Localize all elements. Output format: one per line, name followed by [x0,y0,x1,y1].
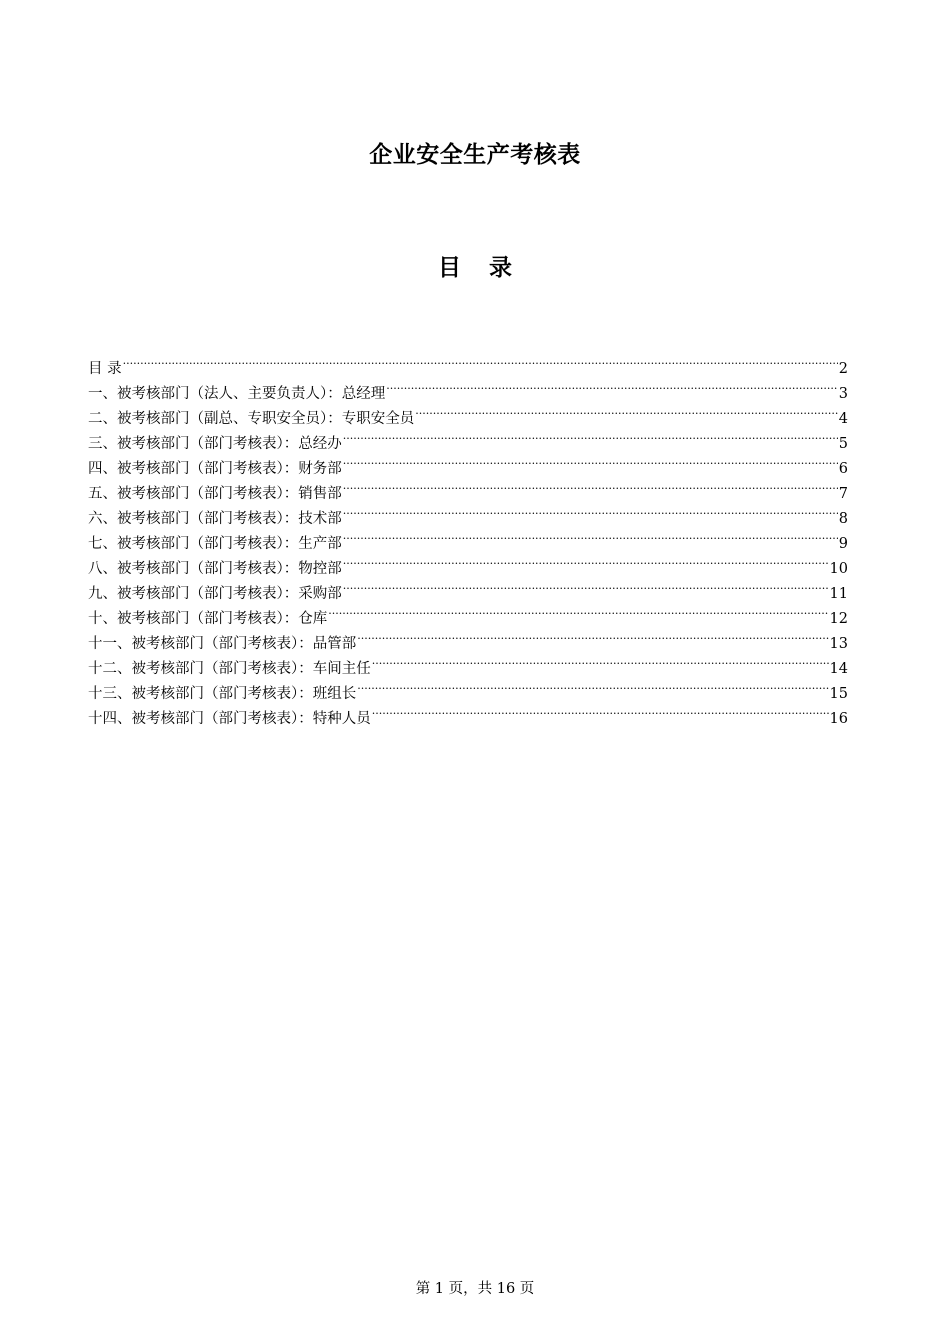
toc-dot-leader [372,698,829,723]
toc-heading: 目 录 [437,254,522,281]
toc-entry-page: 9 [838,536,848,552]
toc-entry-page: 11 [829,586,848,602]
toc-dot-leader [357,673,828,698]
toc-entry-label: 三、被考核部门（部门考核表）：总经办 [88,436,342,452]
toc-entry-page: 5 [838,436,848,452]
toc-dot-leader [343,498,838,523]
toc-entry-page: 12 [829,611,848,627]
toc-dot-leader [343,473,838,498]
toc-entry-label: 十二、被考核部门（部门考核表）：车间主任 [88,661,371,677]
toc-dot-leader [372,648,829,673]
toc-entry-page: 16 [829,711,848,727]
toc-entry-label: 十三、被考核部门（部门考核表）：班组长 [88,686,357,702]
toc-entry-label: 六、被考核部门（部门考核表）：技术部 [88,511,342,527]
toc-dot-leader [343,423,838,448]
toc-dot-leader [357,623,828,648]
toc-entry-label: 二、被考核部门（副总、专职安全员）：专职安全员 [88,411,415,427]
toc-entry[interactable] [88,348,848,377]
toc-dot-leader [328,598,828,623]
toc-dot-leader [415,398,838,423]
toc-entry-label: 七、被考核部门（部门考核表）：生产部 [88,536,342,552]
toc-dot-leader [343,448,838,473]
toc-entry-page: 4 [838,411,848,427]
toc-dot-leader [343,523,838,548]
toc-dot-leader [343,573,829,598]
toc-entry-label: 五、被考核部门（部门考核表）：销售部 [88,486,342,502]
document-title: 企业安全生产考核表 [369,141,581,168]
toc-dot-leader [123,348,838,373]
toc-entry-page: 15 [829,686,848,702]
toc-entry-page: 13 [829,636,848,652]
toc-entry-page: 3 [838,386,848,402]
toc-entry-label: 十一、被考核部门（部门考核表）：品管部 [88,636,357,652]
table-of-contents [88,348,848,727]
toc-entry-label: 目 录 [88,361,122,377]
toc-dot-leader [386,373,838,398]
toc-entry-page: 10 [829,561,848,577]
toc-entry-label: 九、被考核部门（部门考核表）：采购部 [88,586,342,602]
toc-entry-page: 7 [838,486,848,502]
toc-entry-label: 十四、被考核部门（部门考核表）：特种人员 [88,711,371,727]
toc-entry[interactable] [88,373,848,402]
toc-entry-label: 十、被考核部门（部门考核表）：仓库 [88,611,328,627]
toc-entry-page: 2 [838,361,848,377]
toc-entry-label: 一、被考核部门（法人、主要负责人）：总经理 [88,386,386,402]
toc-entry-page: 8 [838,511,848,527]
toc-entry-page: 14 [829,661,848,677]
toc-dot-leader [343,548,829,573]
toc-entry-label: 八、被考核部门（部门考核表）：物控部 [88,561,342,577]
toc-entry-page: 6 [838,461,848,477]
page-footer: 第 1 页，共 16 页 [415,1281,535,1297]
toc-entry-label: 四、被考核部门（部门考核表）：财务部 [88,461,342,477]
